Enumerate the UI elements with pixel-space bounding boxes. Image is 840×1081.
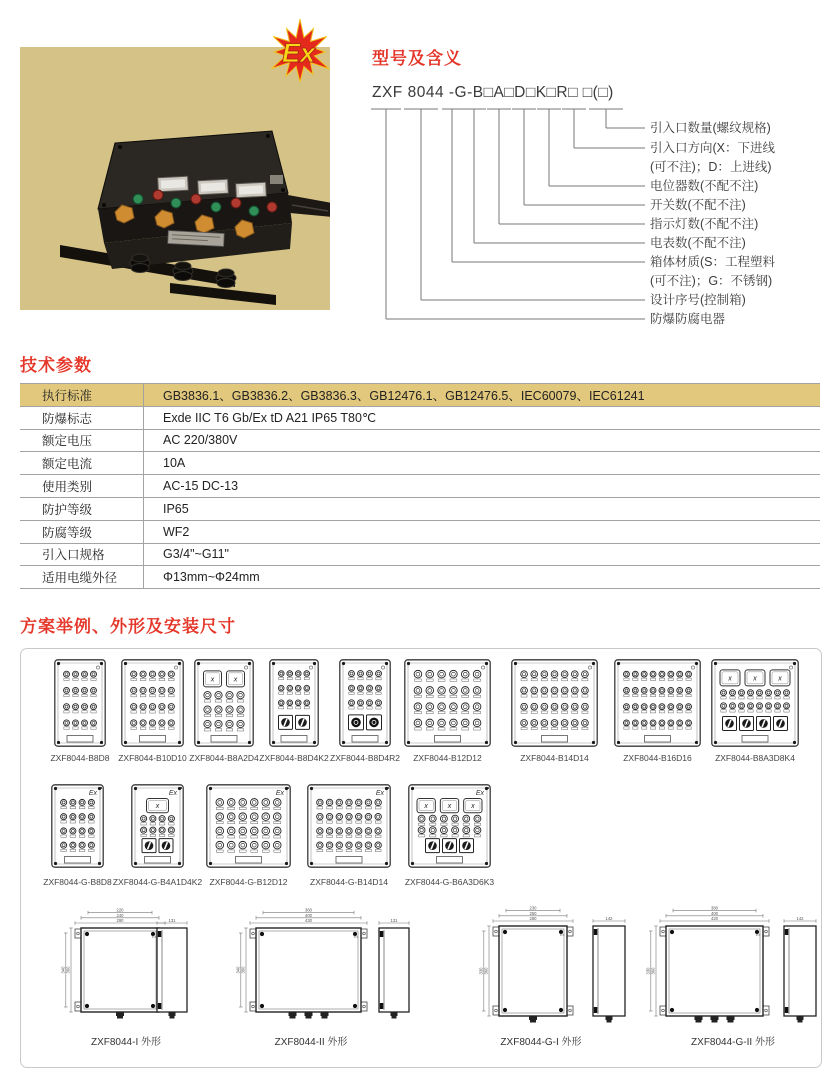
svg-text:Ex: Ex: [560, 933, 565, 937]
model-meaning-label: [650, 253, 775, 291]
scheme-panel-drawing: [269, 659, 319, 747]
svg-text:131: 131: [168, 918, 176, 923]
svg-text:380: 380: [711, 906, 718, 911]
model-meaning-label: [650, 139, 775, 177]
model-meaning-label: [650, 310, 725, 329]
model-meaning-line: 设计序号(控制箱): [650, 293, 746, 307]
table-row: [20, 452, 820, 475]
scheme-panel-drawing: [711, 659, 799, 747]
svg-text:400: 400: [711, 910, 718, 916]
panel-label: ZXF8044-B8A3D8K4: [715, 753, 795, 763]
model-meaning-line: 开关数(不配不注): [650, 198, 746, 212]
model-meaning-label: [650, 196, 746, 215]
outline-label: ZXF8044-I 外形: [90, 1037, 162, 1048]
table-row: [20, 566, 820, 589]
scheme-panel-drawing: [511, 659, 598, 747]
parameter-value: WF2: [163, 524, 190, 539]
scheme-panel-drawing: [51, 784, 104, 868]
model-meaning-line: 引入口数量(螺纹规格): [650, 121, 771, 135]
ex-badge-text: Ex: [282, 38, 316, 68]
parameter-name: 防爆标志: [42, 411, 93, 426]
svg-text:340: 340: [235, 966, 241, 974]
panel-label: ZXF8044-G-B4A1D4K2: [112, 877, 203, 887]
svg-text:330: 330: [645, 967, 651, 975]
model-meaning-label: [650, 291, 746, 310]
svg-text:240: 240: [116, 912, 124, 918]
outline-label: ZXF8044-G-I 外形: [500, 1037, 582, 1048]
panel-label: ZXF8044-G-B12D12: [209, 877, 288, 887]
model-meaning-line: 指示灯数(不配不注): [650, 217, 759, 231]
svg-text:230: 230: [529, 906, 537, 911]
outline-dimension-drawing: [633, 906, 828, 1034]
svg-text:Ex: Ex: [168, 790, 177, 797]
model-meaning-label: [650, 119, 771, 138]
table-row: [20, 475, 820, 498]
parameter-value: G3/4"~G11": [163, 547, 229, 562]
scheme-panel-drawing: [307, 784, 391, 868]
model-meaning-line: (可不注)；G：不锈钢): [650, 274, 773, 288]
svg-text:Ex: Ex: [354, 935, 359, 939]
svg-text:Ex: Ex: [375, 790, 384, 797]
svg-text:x: x: [424, 803, 428, 811]
parameter-name: 额定电压: [42, 434, 93, 449]
model-section-title: 型号及含义: [372, 49, 462, 68]
svg-text:Ex: Ex: [275, 790, 284, 797]
svg-text:400: 400: [305, 912, 312, 918]
svg-text:Ex: Ex: [756, 933, 761, 937]
svg-text:x: x: [471, 803, 475, 811]
model-meaning-line: (可不注)；D：上进线): [650, 160, 772, 174]
parameter-name: 适用电缆外径: [42, 571, 118, 586]
panel-label: ZXF8044-B16D16: [623, 753, 692, 763]
svg-text:x: x: [778, 675, 782, 683]
parameter-value: AC-15 DC-13: [163, 479, 239, 494]
model-meaning-line: 电表数(不配不注): [650, 236, 746, 250]
panel-label: ZXF8044-B14D14: [520, 753, 589, 763]
table-row: [20, 498, 820, 521]
scheme-panel-drawing: [194, 659, 254, 747]
table-row: [20, 407, 820, 430]
panel-label: ZXF8044-B10D10: [118, 753, 187, 763]
svg-text:Ex: Ex: [475, 790, 484, 797]
model-meaning-line: 箱体材质(S：工程塑料: [650, 255, 776, 269]
model-meaning-label: [650, 234, 746, 253]
outline-dimension-drawing: [51, 906, 221, 1034]
svg-text:Ex: Ex: [152, 935, 157, 939]
outline-dimension-drawing: [466, 906, 626, 1034]
scheme-panel-drawing: [121, 659, 184, 747]
svg-text:360: 360: [305, 907, 312, 913]
parameter-value: Exde IIC T6 Gb/Ex tD A21 IP65 T80℃: [163, 411, 376, 426]
svg-text:340: 340: [60, 966, 66, 974]
model-meaning-line: 防爆防腐电器: [650, 312, 726, 326]
table-row: [20, 430, 820, 453]
svg-text:360: 360: [65, 966, 71, 974]
svg-text:290: 290: [116, 918, 124, 923]
svg-text:x: x: [447, 803, 452, 811]
panel-label: ZXF8044-B8D8: [50, 753, 110, 763]
panel-label: ZXF8044-B8A2D4: [189, 753, 259, 763]
outline-label: ZXF8044-II 外形: [274, 1037, 348, 1048]
svg-text:x: x: [155, 803, 160, 811]
parameter-name: 防护等级: [42, 502, 93, 517]
parameter-name: 使用类别: [42, 480, 93, 495]
model-meaning-line: 电位器数(不配不注): [650, 179, 759, 193]
panel-label: ZXF8044-G-B6A3D6K3: [404, 877, 495, 887]
nameplate: [168, 231, 225, 247]
svg-text:360: 360: [483, 967, 489, 975]
svg-text:Ex: Ex: [88, 790, 97, 797]
parameter-value: IP65: [163, 501, 189, 516]
scheme-panel-drawing: [54, 659, 106, 747]
svg-text:330: 330: [478, 967, 484, 975]
outline-label: ZXF8044-G-II 外形: [691, 1037, 775, 1048]
panel-label: ZXF8044-B8D4K2: [259, 753, 329, 763]
table-row: [20, 521, 820, 544]
svg-text:220: 220: [116, 907, 124, 913]
model-meaning-line: 引入口方向(X：下进线: [650, 141, 776, 155]
svg-text:250: 250: [529, 910, 537, 916]
parameter-name: 引入口规格: [42, 548, 105, 563]
model-meaning-label: [650, 215, 758, 234]
schemes-panel: [20, 648, 822, 1068]
svg-text:x: x: [210, 676, 215, 684]
svg-text:142: 142: [605, 916, 613, 921]
scheme-panel-drawing: [404, 659, 491, 747]
model-meaning-label: [650, 177, 758, 196]
scheme-panel-drawing: [614, 659, 701, 747]
ex-certification-badge: [258, 16, 342, 90]
parameter-value: GB3836.1、GB3836.2、GB3836.3、GB12476.1、GB12476.5、IEC60079、IEC61241: [163, 388, 645, 403]
scheme-panel-drawing: [339, 659, 391, 747]
table-row: [20, 544, 820, 567]
parameter-name: 执行标准: [42, 388, 93, 403]
scheme-panel-drawing: [408, 784, 491, 868]
tech-parameters-table: [20, 383, 820, 589]
parameter-value: AC 220/380V: [163, 433, 238, 448]
scheme-panel-drawing: [131, 784, 184, 868]
parameter-name: 额定电流: [42, 457, 93, 472]
svg-text:360: 360: [240, 966, 246, 974]
tech-section-title: 技术参数: [20, 356, 92, 375]
model-number: ZXF 8044 -G-B□A□D□K□R□ □(□): [372, 84, 614, 101]
svg-text:420: 420: [711, 916, 718, 921]
svg-text:430: 430: [305, 918, 312, 923]
svg-text:142: 142: [796, 916, 804, 921]
panel-label: ZXF8044-B12D12: [413, 753, 482, 763]
panel-label: ZXF8044-B8D4R2: [330, 753, 400, 763]
scheme-panel-drawing: [206, 784, 291, 868]
panel-label: ZXF8044-G-B14D14: [310, 877, 388, 887]
svg-text:360: 360: [650, 967, 656, 975]
parameter-value: 10A: [163, 456, 186, 471]
svg-text:131: 131: [390, 918, 398, 923]
table-row: [20, 384, 820, 407]
parameter-name: 防腐等级: [42, 525, 93, 540]
svg-text:280: 280: [529, 916, 537, 921]
schemes-section-title: 方案举例、外形及安装尺寸: [20, 617, 236, 636]
outline-dimension-drawing: [226, 906, 416, 1034]
svg-text:x: x: [233, 676, 238, 684]
parameter-value: Φ13mm~Φ24mm: [163, 570, 260, 585]
panel-label: ZXF8044-G-B8D8: [43, 877, 112, 887]
svg-text:x: x: [753, 675, 757, 683]
svg-text:x: x: [728, 675, 732, 683]
